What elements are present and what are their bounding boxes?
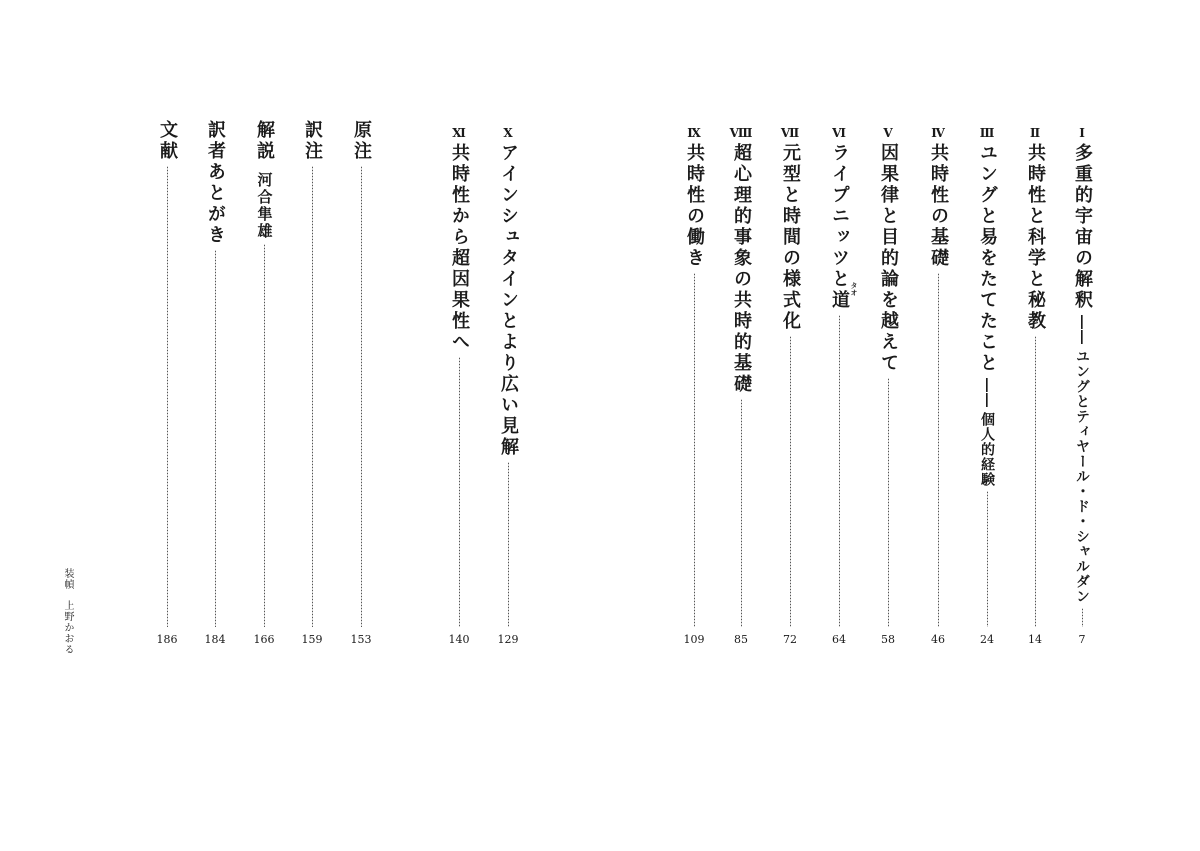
chapter-numeral: Ⅸ <box>687 126 701 140</box>
page-number: 184 <box>204 633 226 646</box>
toc-entry-bibliography[interactable] <box>155 120 179 647</box>
chapter-dash: ―― <box>1074 315 1090 345</box>
design-credit <box>62 568 72 655</box>
page-number: 46 <box>931 633 945 646</box>
toc-entry-10[interactable] <box>496 120 520 647</box>
chapter-subtitle: 個人的経験 <box>979 412 995 487</box>
dot-leader <box>459 357 460 627</box>
dot-leader <box>888 378 889 627</box>
chapter-numeral: Ⅶ <box>780 126 800 140</box>
dot-leader <box>167 166 168 627</box>
toc-entry-1[interactable] <box>1070 120 1094 647</box>
chapter-title: 共時性の基礎 <box>928 143 949 269</box>
section-title: 文献 <box>157 120 178 162</box>
chapter-numeral: Ⅷ <box>729 126 753 140</box>
section-title: 原注 <box>351 120 372 162</box>
chapter-numeral: Ⅱ <box>1029 126 1041 140</box>
toc-entry-3[interactable] <box>975 120 999 647</box>
page-number: 85 <box>734 633 748 646</box>
credit-label: 装幀 <box>62 568 73 590</box>
chapter-subtitle: ユングとティヤール・ド・シャルダン <box>1074 349 1090 604</box>
ruby-text: タオ <box>850 282 859 296</box>
page-number: 24 <box>980 633 994 646</box>
credit-name: 上野かおる <box>62 600 73 655</box>
page-number: 186 <box>156 633 178 646</box>
dot-leader <box>312 166 313 627</box>
dot-leader <box>1082 608 1083 627</box>
toc-entry-notes[interactable] <box>349 120 373 647</box>
dot-leader <box>361 166 362 627</box>
chapter-numeral: Ⅳ <box>931 126 945 140</box>
toc-entry-afterword[interactable] <box>203 120 227 647</box>
dot-leader <box>215 250 216 627</box>
chapter-title: アインシュタインとより広い見解 <box>498 143 519 458</box>
dot-leader <box>987 491 988 627</box>
dot-leader <box>1035 336 1036 627</box>
page-number: 72 <box>783 633 797 646</box>
chapter-numeral: Ⅰ <box>1079 126 1085 140</box>
page-number: 129 <box>497 633 519 646</box>
chapter-numeral: Ⅵ <box>832 126 846 140</box>
chapter-title: 共時性の働き <box>684 143 705 269</box>
toc-entry-6[interactable] <box>827 120 851 647</box>
chapter-title: 超心理的事象の共時的基礎 <box>731 143 752 395</box>
section-title: 訳者あとがき <box>205 120 226 246</box>
dot-leader <box>741 399 742 627</box>
chapter-dash: ―― <box>979 378 995 408</box>
section-title: 訳注 <box>302 120 323 162</box>
chapter-title: 共時性と科学と秘教 <box>1025 143 1046 332</box>
chapter-numeral: Ⅲ <box>979 126 995 140</box>
dot-leader <box>938 273 939 627</box>
toc-entry-8[interactable] <box>729 120 753 647</box>
toc-entry-9[interactable] <box>682 120 706 647</box>
dot-leader <box>790 336 791 627</box>
page-number: 58 <box>881 633 895 646</box>
chapter-numeral: Ⅴ <box>883 126 893 140</box>
chapter-title: ライプニッツと道 <box>829 143 850 311</box>
chapter-title: ユングと易をたてたこと <box>977 143 998 374</box>
toc-entry-2[interactable] <box>1023 120 1047 647</box>
page-number: 7 <box>1078 633 1086 646</box>
dot-leader <box>694 273 695 627</box>
chapter-title: 共時性から超因果性へ <box>449 143 470 353</box>
toc-entry-11[interactable] <box>447 120 471 647</box>
page-number: 109 <box>683 633 705 646</box>
chapter-title: 因果律と目的論を越えて <box>878 143 899 374</box>
chapter-numeral: Ⅹ <box>503 126 513 140</box>
toc-entry-7[interactable] <box>778 120 802 647</box>
page-number: 166 <box>253 633 275 646</box>
page-number: 159 <box>301 633 323 646</box>
dot-leader <box>508 462 509 627</box>
toc-entry-translator-notes[interactable] <box>300 120 324 647</box>
toc-entry-commentary[interactable] <box>252 120 276 647</box>
page-number: 64 <box>832 633 846 646</box>
dot-leader <box>264 244 265 627</box>
dot-leader <box>839 315 840 627</box>
chapter-numeral: Ⅺ <box>452 126 466 140</box>
page-number: 14 <box>1028 633 1042 646</box>
page-number: 140 <box>448 633 470 646</box>
toc-entry-5[interactable] <box>876 120 900 647</box>
chapter-title: 元型と時間の様式化 <box>780 143 801 332</box>
page-number: 153 <box>350 633 372 646</box>
chapter-title: 多重的宇宙の解釈 <box>1072 143 1093 311</box>
commentary-author: 河合隼雄 <box>255 172 274 240</box>
section-title: 解説 <box>254 120 275 162</box>
toc-entry-4[interactable] <box>926 120 950 647</box>
